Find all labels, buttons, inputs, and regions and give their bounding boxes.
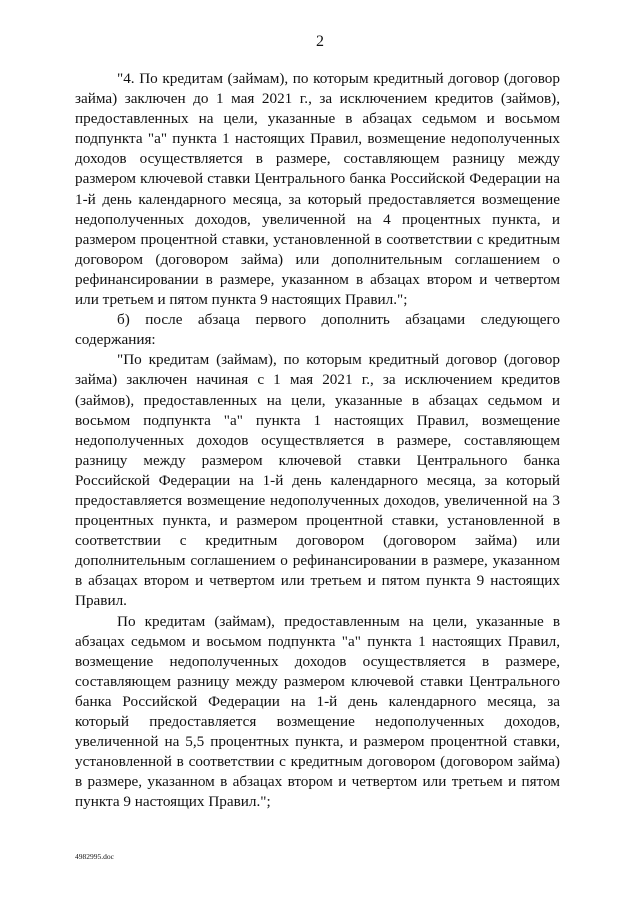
- paragraph-subitem-b: б) после абзаца первого дополнить абзацами следующего содержания:: [75, 311, 560, 349]
- document-body: [75, 69, 560, 812]
- page-number: 2: [316, 33, 324, 50]
- document-filename: 4982995.doc: [75, 852, 114, 861]
- paragraph-new-abzac-1: "По кредитам (займам), по которым кредитный договор (договор займа) заключен начиная с 1 мая 2021 г., за исключением кредитов (займов), предоставленных на цели, указанные в абзацах седьмом и восьмом подпункта "а" пункта 1 настоящих Правил, возмещение недополученных доходов осуществляется в размере, составляющем разницу между размером ключевой ставки Центрального банка Российской Федерации на 1-й день календарного месяца, за который предоставляется возмещение недополученных доходов, увеличенной на 3 процентных пункта, и размером процентной ставки, установленной в соответствии с кредитным договором (договором займа) или дополнительным соглашением о рефинансировании в размере, указанном в абзацах втором и четвертом или третьем и пятом пункта 9 настоящих Правил.: [75, 351, 560, 610]
- paragraph-item-4: "4. По кредитам (займам), по которым кредитный договор (договор займа) заключен до 1 мая 2021 г., за исключением кредитов (займов), предоставленных на цели, указанные в абзацах седьмом и восьмом подпункта "а" пункта 1 настоящих Правил, возмещение недополученных доходов осуществляется в размере, составляющем разницу между размером ключевой ставки Центрального банка Российской Федерации на 1-й день календарного месяца, за который предоставляется возмещение недополученных доходов, увеличенной на 4 процентных пункта, и размером процентной ставки, установленной в соответствии с кредитным договором (договором займа) или дополнительным соглашением о рефинансировании в размере, указанном в абзацах втором и четвертом или третьем и пятом пункта 9 настоящих Правил.";: [75, 70, 560, 309]
- paragraph-new-abzac-2: По кредитам (займам), предоставленным на цели, указанные в абзацах седьмом и восьмом подпункта "а" пункта 1 настоящих Правил, возмещение недополученных доходов осуществляется в размере, составляющем разницу между размером ключевой ставки Центрального банка Российской Федерации на 1-й день календарного месяца, за который предоставляется возмещение недополученных доходов, увеличенной на 5,5 процентных пункта, и размером процентной ставки, установленной в соответствии с кредитным договором (договором займа) в размере, указанном в абзацах втором и четвертом или третьем и пятом пункта 9 настоящих Правил.";: [75, 612, 560, 811]
